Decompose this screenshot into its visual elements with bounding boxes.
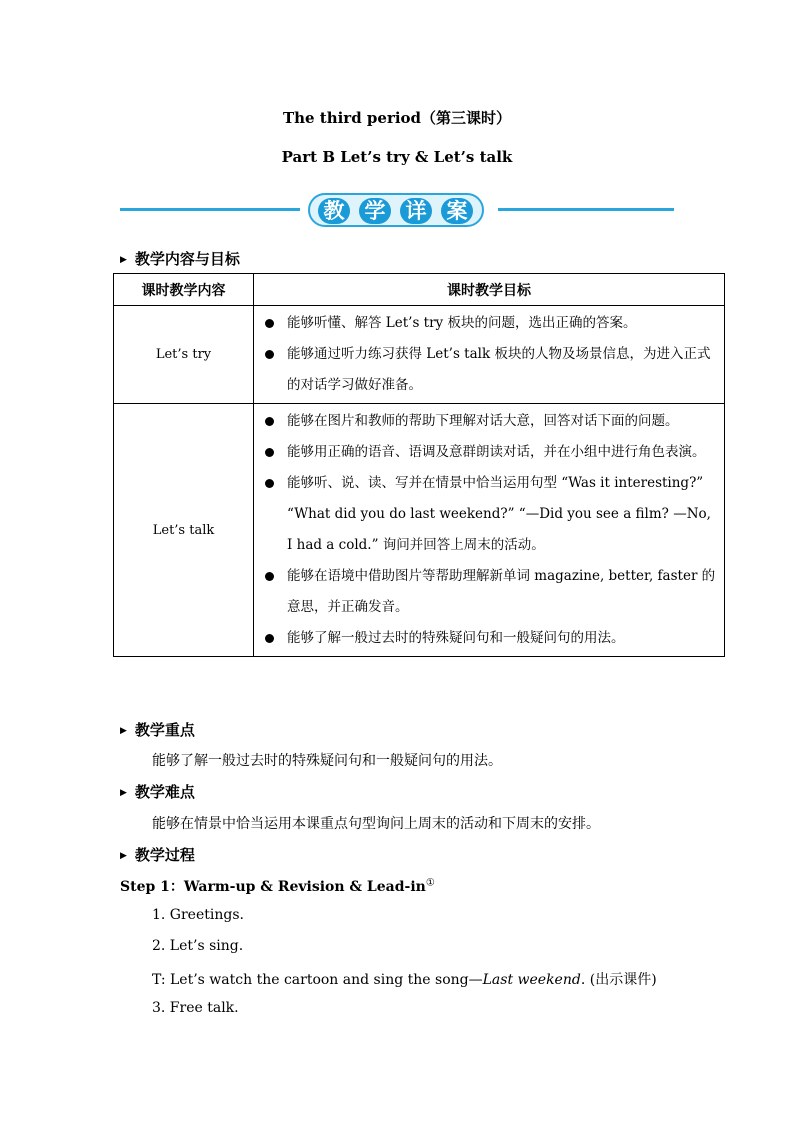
table-cell-content: Let’s try xyxy=(114,306,254,404)
banner-pill xyxy=(308,193,484,227)
page-subtitle: Part B Let’s try & Let’s talk xyxy=(281,148,513,166)
section-heading-key-points: ▶ 教学重点 xyxy=(120,721,195,739)
section-heading-goals: ▶ 教学内容与目标 xyxy=(120,250,240,268)
triangle-bullet-icon: ▶ xyxy=(120,851,127,861)
table-header-row xyxy=(114,274,725,306)
goal-item: 能够用正确的语音、语调及意群朗读对话，并在小组中进行角色表演。 xyxy=(262,437,718,468)
bullet-dot-icon xyxy=(265,572,274,581)
difficult-points-text: 能够在情景中恰当运用本课重点句型询问上周末的活动和下周末的安排。 xyxy=(152,816,600,832)
table-cell-goals xyxy=(254,404,725,657)
bullet-dot-icon xyxy=(265,479,274,488)
table-header-content: 课时教学内容 xyxy=(114,274,254,306)
bullet-dot-icon xyxy=(265,319,274,328)
section-heading-process: ▶ 教学过程 xyxy=(120,846,195,864)
banner-char: 详 xyxy=(400,198,432,224)
banner-line-left xyxy=(120,208,300,211)
goal-item: 能够听、说、读、写并在情景中恰当运用句型 “Was it interesting?” “What did you do last weekend?” “—Did you see a film? —No, I had a cold.” 询问并回答上周末的活动。 xyxy=(262,468,718,561)
table-row xyxy=(114,306,725,404)
triangle-bullet-icon: ▶ xyxy=(120,255,127,265)
triangle-bullet-icon: ▶ xyxy=(120,726,127,736)
song-title: Last weekend xyxy=(482,972,581,988)
banner-line-right xyxy=(498,208,674,211)
banner-char: 教 xyxy=(318,198,350,224)
table-cell-goals xyxy=(254,306,725,404)
process-item: 2. Let’s sing. xyxy=(152,938,244,954)
goal-item: 能够了解一般过去时的特殊疑问句和一般疑问句的用法。 xyxy=(262,623,718,654)
table-cell-content: Let’s talk xyxy=(114,404,254,657)
goal-item: 能够在图片和教师的帮助下理解对话大意，回答对话下面的问题。 xyxy=(262,406,718,437)
bullet-dot-icon xyxy=(265,448,274,457)
page-title: The third period（第三课时） xyxy=(282,109,512,127)
table-header-goals: 课时教学目标 xyxy=(254,274,725,306)
bullet-dot-icon xyxy=(265,350,274,359)
section-banner xyxy=(120,193,674,227)
process-item: 1. Greetings. xyxy=(152,907,244,923)
step-1-heading: Step 1：Warm-up & Revision & Lead-in① xyxy=(120,877,435,895)
goal-item: 能够通过听力练习获得 Let’s talk 板块的人物及场景信息，为进入正式的对话学习做好准备。 xyxy=(262,339,718,401)
bullet-dot-icon xyxy=(265,417,274,426)
process-item: T: Let’s watch the cartoon and sing the song—Last weekend. (出示课件) xyxy=(152,972,657,988)
goals-table xyxy=(113,273,725,657)
banner-char: 案 xyxy=(441,198,473,224)
banner-char: 学 xyxy=(359,198,391,224)
triangle-bullet-icon: ▶ xyxy=(120,788,127,798)
bullet-dot-icon xyxy=(265,634,274,643)
process-item: 3. Free talk. xyxy=(152,1000,239,1016)
goal-item: 能够听懂、解答 Let’s try 板块的问题，选出正确的答案。 xyxy=(262,308,718,339)
key-points-text: 能够了解一般过去时的特殊疑问句和一般疑问句的用法。 xyxy=(152,753,502,769)
footnote-marker: ① xyxy=(425,877,435,889)
goal-item: 能够在语境中借助图片等帮助理解新单词 magazine, better, faster 的意思，并正确发音。 xyxy=(262,561,718,623)
section-heading-difficult-points: ▶ 教学难点 xyxy=(120,783,195,801)
table-row xyxy=(114,404,725,657)
